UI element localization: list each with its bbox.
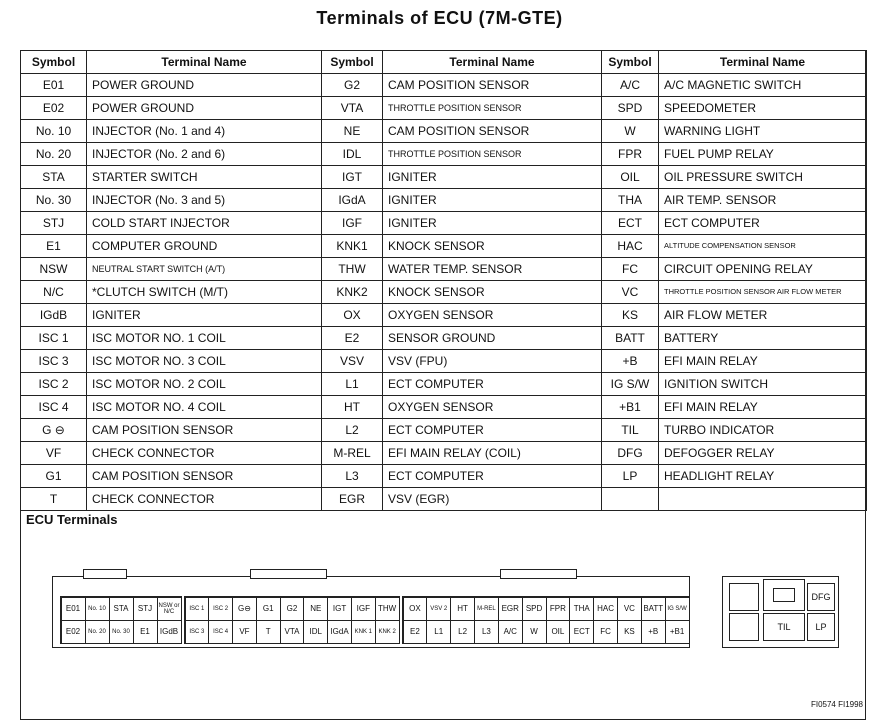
table-row	[21, 258, 867, 281]
page-title: Terminals of ECU (7M-GTE)	[316, 8, 563, 28]
table-row	[21, 212, 867, 235]
terminal-name: POWER GROUND	[87, 74, 322, 97]
terminal-name: CHECK CONNECTOR	[87, 488, 322, 511]
terminal-symbol: BATT	[602, 327, 659, 350]
terminal-name: ECT COMPUTER	[383, 419, 602, 442]
table-row	[21, 143, 867, 166]
connector-b	[184, 596, 400, 644]
terminal-name: INJECTOR (No. 2 and 6)	[87, 143, 322, 166]
connector-pin: M-REL	[474, 597, 499, 621]
terminal-name: INJECTOR (No. 3 and 5)	[87, 189, 322, 212]
terminal-symbol: NSW	[21, 258, 87, 281]
terminal-name: CAM POSITION SENSOR	[383, 74, 602, 97]
terminal-name: EFI MAIN RELAY	[659, 396, 867, 419]
table-row	[21, 419, 867, 442]
terminal-symbol: IGF	[322, 212, 383, 235]
table-row	[21, 465, 867, 488]
connector-key-tab-c	[500, 569, 577, 579]
terminal-symbol: ISC 3	[21, 350, 87, 373]
connector-pin: KS	[617, 620, 642, 644]
terminal-name: POWER GROUND	[87, 97, 322, 120]
connector-pin: G2	[280, 597, 305, 621]
connector-c	[402, 596, 690, 644]
terminal-name: IGNITER	[383, 212, 602, 235]
ecu-terminals-label: ECU Terminals	[26, 512, 118, 527]
connector-pin: STA	[109, 597, 134, 621]
connector-a	[60, 596, 182, 644]
connector-pin: L3	[474, 620, 499, 644]
terminal-name: ECT COMPUTER	[659, 212, 867, 235]
connector-pin: E02	[61, 620, 86, 644]
header-symbol-3: Symbol	[602, 51, 659, 74]
connector-pin: IGT	[327, 597, 352, 621]
terminal-symbol: STA	[21, 166, 87, 189]
table-row	[21, 396, 867, 419]
terminal-name: AIR TEMP. SENSOR	[659, 189, 867, 212]
figure-code: FI0574 FI1998	[810, 700, 863, 709]
terminal-name: ECT COMPUTER	[383, 465, 602, 488]
terminal-symbol: L3	[322, 465, 383, 488]
table-row	[21, 74, 867, 97]
terminal-symbol: ISC 4	[21, 396, 87, 419]
connector-pin: FPR	[546, 597, 571, 621]
terminal-name: AIR FLOW METER	[659, 304, 867, 327]
terminal-name: THROTTLE POSITION SENSOR AIR FLOW METER	[659, 281, 867, 304]
terminal-name: HEADLIGHT RELAY	[659, 465, 867, 488]
terminal-name: FUEL PUMP RELAY	[659, 143, 867, 166]
table-row	[21, 97, 867, 120]
connector-pin: KNK 2	[375, 620, 400, 644]
table-row	[21, 304, 867, 327]
terminal-name: ECT COMPUTER	[383, 373, 602, 396]
connector-pin: STJ	[133, 597, 158, 621]
connector-pin: No. 30	[109, 620, 134, 644]
terminal-name: THROTTLE POSITION SENSOR	[383, 97, 602, 120]
connector-pin: OIL	[546, 620, 571, 644]
terminal-symbol: N/C	[21, 281, 87, 304]
terminal-symbol: OIL	[602, 166, 659, 189]
turbo-connector-blank-1	[729, 583, 759, 611]
terminal-lp: LP	[807, 613, 835, 641]
terminal-symbol: FPR	[602, 143, 659, 166]
terminal-name: OIL PRESSURE SWITCH	[659, 166, 867, 189]
table-row	[21, 327, 867, 350]
terminal-symbol: IGdB	[21, 304, 87, 327]
connector-pin: VF	[232, 620, 257, 644]
terminal-name: IGNITION SWITCH	[659, 373, 867, 396]
terminal-name: ISC MOTOR NO. 4 COIL	[87, 396, 322, 419]
table-header-row	[21, 51, 867, 74]
terminal-symbol: TIL	[602, 419, 659, 442]
terminal-symbol: No. 20	[21, 143, 87, 166]
terminal-symbol: OX	[322, 304, 383, 327]
header-terminal-name-1: Terminal Name	[87, 51, 322, 74]
table-row	[21, 120, 867, 143]
terminal-symbol: VTA	[322, 97, 383, 120]
terminal-symbol: E1	[21, 235, 87, 258]
connector-pin: THA	[569, 597, 594, 621]
connector-pin: IG S/W	[665, 597, 690, 621]
terminal-symbol: No. 30	[21, 189, 87, 212]
header-symbol-2: Symbol	[322, 51, 383, 74]
terminal-symbol: G2	[322, 74, 383, 97]
terminal-symbol: SPD	[602, 97, 659, 120]
connector-pin: IGdB	[157, 620, 182, 644]
terminal-symbol: FC	[602, 258, 659, 281]
table-row	[21, 189, 867, 212]
terminal-til: TIL	[763, 613, 805, 641]
connector-pin: VSV 2	[426, 597, 451, 621]
connector-pin: T	[256, 620, 281, 644]
table-row	[21, 235, 867, 258]
terminal-symbol: HT	[322, 396, 383, 419]
terminal-name: INJECTOR (No. 1 and 4)	[87, 120, 322, 143]
table-row	[21, 350, 867, 373]
key-slot-icon	[773, 588, 795, 602]
terminal-name: A/C MAGNETIC SWITCH	[659, 74, 867, 97]
connector-pin: ISC 3	[185, 620, 210, 644]
connector-pin: No. 10	[85, 597, 110, 621]
terminal-symbol: W	[602, 120, 659, 143]
table-row	[21, 488, 867, 511]
connector-pin: VC	[617, 597, 642, 621]
terminal-name: ISC MOTOR NO. 1 COIL	[87, 327, 322, 350]
terminal-name: IGNITER	[383, 189, 602, 212]
terminal-name: ALTITUDE COMPENSATION SENSOR	[659, 235, 867, 258]
terminal-name: EFI MAIN RELAY	[659, 350, 867, 373]
header-terminal-name-2: Terminal Name	[383, 51, 602, 74]
terminal-symbol: EGR	[322, 488, 383, 511]
terminal-name: STARTER SWITCH	[87, 166, 322, 189]
terminal-symbol: E02	[21, 97, 87, 120]
connector-pin: FC	[593, 620, 618, 644]
terminal-name: WARNING LIGHT	[659, 120, 867, 143]
terminal-name: SPEEDOMETER	[659, 97, 867, 120]
connector-pin: ISC 1	[185, 597, 210, 621]
terminal-name: KNOCK SENSOR	[383, 235, 602, 258]
terminal-symbol: IG S/W	[602, 373, 659, 396]
terminal-name: SENSOR GROUND	[383, 327, 602, 350]
connector-pin: ISC 4	[208, 620, 233, 644]
terminal-symbol: IGT	[322, 166, 383, 189]
terminal-name: CHECK CONNECTOR	[87, 442, 322, 465]
connector-pin: HAC	[593, 597, 618, 621]
terminal-symbol: M-REL	[322, 442, 383, 465]
terminal-symbol: VF	[21, 442, 87, 465]
header-symbol-1: Symbol	[21, 51, 87, 74]
terminal-name: VSV (EGR)	[383, 488, 602, 511]
terminal-name: BATTERY	[659, 327, 867, 350]
connector-pin: L2	[450, 620, 475, 644]
terminal-symbol: L2	[322, 419, 383, 442]
terminal-symbol: IGdA	[322, 189, 383, 212]
terminal-symbol: A/C	[602, 74, 659, 97]
terminal-symbol: L1	[322, 373, 383, 396]
terminal-symbol: E2	[322, 327, 383, 350]
connector-pin: EGR	[498, 597, 523, 621]
connector-pin: A/C	[498, 620, 523, 644]
turbo-connector-blank-2	[729, 613, 759, 641]
connector-pin: HT	[450, 597, 475, 621]
terminal-name: OXYGEN SENSOR	[383, 304, 602, 327]
connector-pin: ISC 2	[208, 597, 233, 621]
connector-pin: THW	[375, 597, 400, 621]
terminal-name: OXYGEN SENSOR	[383, 396, 602, 419]
connector-pin: L1	[426, 620, 451, 644]
terminal-name: CAM POSITION SENSOR	[87, 419, 322, 442]
table-row	[21, 166, 867, 189]
terminal-name: VSV (FPU)	[383, 350, 602, 373]
terminal-name	[659, 488, 867, 511]
terminal-dfg: DFG	[807, 583, 835, 611]
terminal-symbol: VSV	[322, 350, 383, 373]
terminals-table	[20, 50, 867, 511]
terminal-symbol: G ⊖	[21, 419, 87, 442]
connector-pin: G1	[256, 597, 281, 621]
connector-pin: G⊖	[232, 597, 257, 621]
header-terminal-name-3: Terminal Name	[659, 51, 867, 74]
turbo-connector-key-slot	[763, 579, 805, 611]
terminal-name: CAM POSITION SENSOR	[383, 120, 602, 143]
connector-pin: +B	[641, 620, 666, 644]
connector-pin: SPD	[522, 597, 547, 621]
terminal-name: COMPUTER GROUND	[87, 235, 322, 258]
terminal-name: EFI MAIN RELAY (COIL)	[383, 442, 602, 465]
connector-pin: E1	[133, 620, 158, 644]
connector-pin: E01	[61, 597, 86, 621]
terminal-name: KNOCK SENSOR	[383, 281, 602, 304]
connector-pin: BATT	[641, 597, 666, 621]
terminal-symbol: +B1	[602, 396, 659, 419]
terminal-symbol: +B	[602, 350, 659, 373]
terminal-symbol: LP	[602, 465, 659, 488]
terminal-symbol	[602, 488, 659, 511]
terminal-symbol: G1	[21, 465, 87, 488]
connector-pin: +B1	[665, 620, 690, 644]
terminal-name: THROTTLE POSITION SENSOR	[383, 143, 602, 166]
terminal-name: NEUTRAL START SWITCH (A/T)	[87, 258, 322, 281]
table-row	[21, 442, 867, 465]
connector-key-tab-a	[83, 569, 127, 579]
terminal-symbol: ISC 2	[21, 373, 87, 396]
terminal-symbol: THA	[602, 189, 659, 212]
connector-pin: OX	[403, 597, 428, 621]
terminal-symbol: STJ	[21, 212, 87, 235]
terminal-symbol: ECT	[602, 212, 659, 235]
terminal-symbol: THW	[322, 258, 383, 281]
terminal-symbol: KNK1	[322, 235, 383, 258]
terminal-symbol: No. 10	[21, 120, 87, 143]
connector-pin: KNK 1	[351, 620, 376, 644]
terminal-symbol: HAC	[602, 235, 659, 258]
terminal-symbol: KS	[602, 304, 659, 327]
terminal-name: *CLUTCH SWITCH (M/T)	[87, 281, 322, 304]
terminal-name: IGNITER	[383, 166, 602, 189]
terminal-symbol: NE	[322, 120, 383, 143]
connector-pin: IGdA	[327, 620, 352, 644]
table-row	[21, 373, 867, 396]
terminal-name: ISC MOTOR NO. 2 COIL	[87, 373, 322, 396]
connector-pin: NE	[303, 597, 328, 621]
terminal-symbol: IDL	[322, 143, 383, 166]
terminal-name: CIRCUIT OPENING RELAY	[659, 258, 867, 281]
table-row	[21, 281, 867, 304]
terminal-name: ISC MOTOR NO. 3 COIL	[87, 350, 322, 373]
turbo-connector	[722, 576, 839, 648]
terminal-name: IGNITER	[87, 304, 322, 327]
connector-pin: No. 20	[85, 620, 110, 644]
connector-pin: VTA	[280, 620, 305, 644]
connector-pin: ECT	[569, 620, 594, 644]
connector-pin: NSW or N/C	[157, 597, 182, 621]
connector-key-tab-b	[250, 569, 327, 579]
terminal-symbol: T	[21, 488, 87, 511]
connector-pin: IGF	[351, 597, 376, 621]
terminal-symbol: KNK2	[322, 281, 383, 304]
connector-pin: IDL	[303, 620, 328, 644]
terminal-name: DEFOGGER RELAY	[659, 442, 867, 465]
terminal-symbol: DFG	[602, 442, 659, 465]
connector-pin: W	[522, 620, 547, 644]
terminal-name: TURBO INDICATOR	[659, 419, 867, 442]
terminal-name: COLD START INJECTOR	[87, 212, 322, 235]
terminal-symbol: E01	[21, 74, 87, 97]
terminal-name: WATER TEMP. SENSOR	[383, 258, 602, 281]
terminal-symbol: VC	[602, 281, 659, 304]
terminal-name: CAM POSITION SENSOR	[87, 465, 322, 488]
connector-pin: E2	[403, 620, 428, 644]
terminal-symbol: ISC 1	[21, 327, 87, 350]
